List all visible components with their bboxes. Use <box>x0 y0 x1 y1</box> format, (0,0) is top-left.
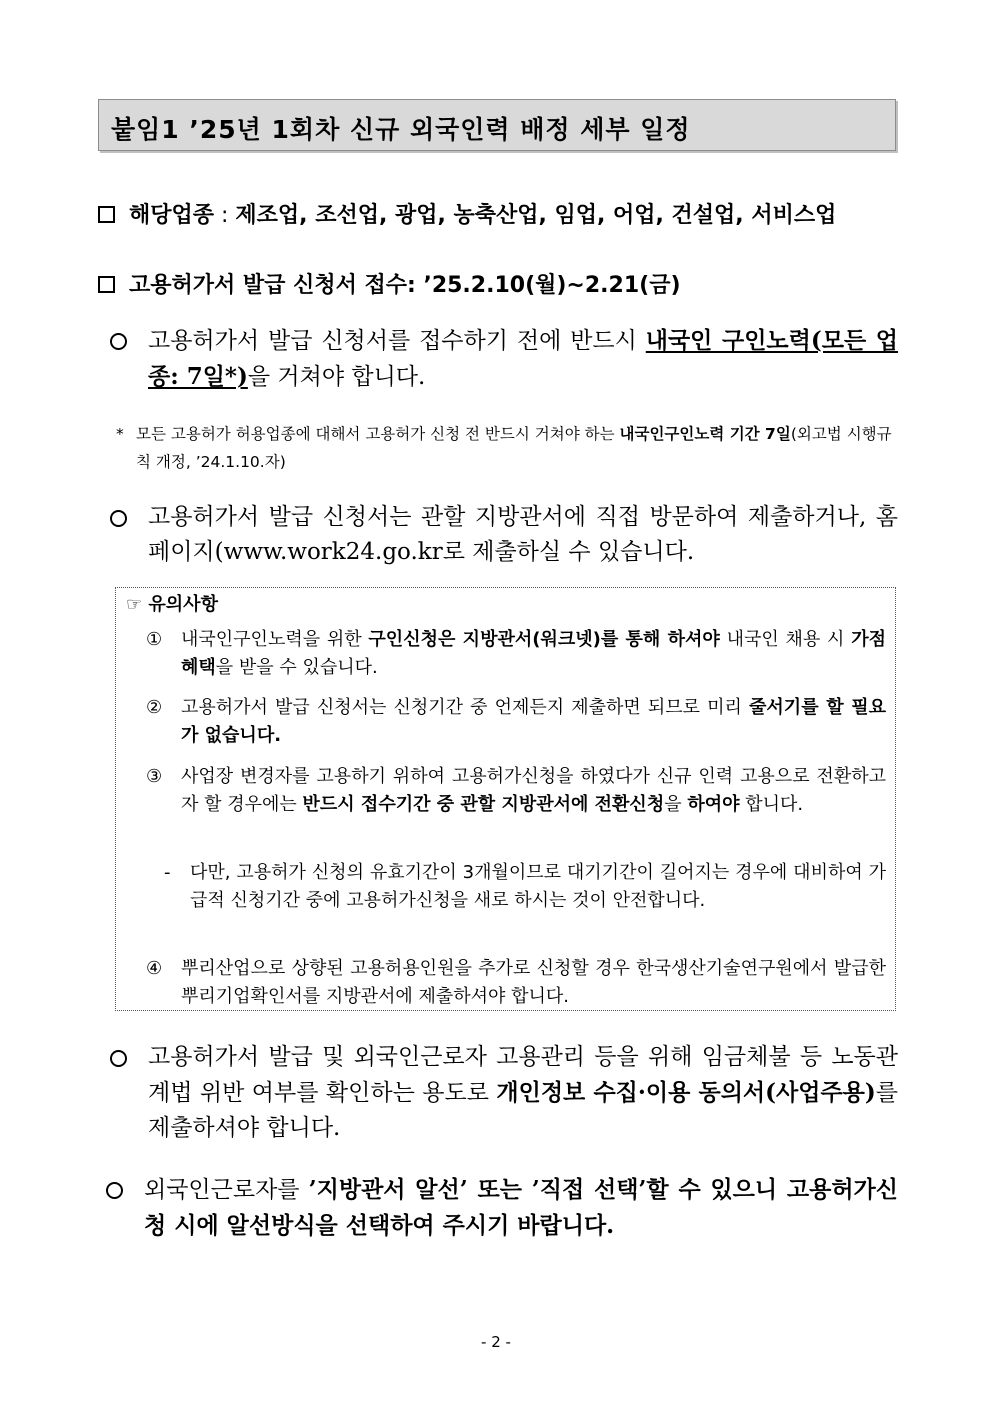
bullet-recruitment-effort <box>110 323 898 395</box>
caution-item-number: ④ <box>146 958 163 979</box>
bullet4-emphasis: ’지방관서 알선’ 또는 ’직접 선택’할 수 있으니 고용허가신청 시에 알선방식을 선택하여 주시기 바랍니다. <box>144 1176 898 1239</box>
caution-item3-text: 사업장 변경자를 고용하기 위하여 고용허가신청을 하였다가 신규 인력 고용으로 전환하고자 할 경우에는 <box>181 766 886 815</box>
bullet1-emphasis: 내국인 구인노력(모든 업종: 7일*) <box>148 327 898 390</box>
bullet-placement-method <box>106 1172 898 1244</box>
caution-item1-bold2: 가점혜택 <box>181 629 886 678</box>
dash-marker: - <box>164 862 171 883</box>
application-period-heading <box>98 268 681 299</box>
bullet3-prefix: 고용허가서 발급 및 외국인근로자 고용관리 등을 위해 임금체불 등 노동관계법 위반 여부를 확인하는 용도로 <box>148 1044 898 1106</box>
application-period: 고용허가서 발급 신청서 접수: ’25.2.10(월)~2.21(금) <box>129 273 681 298</box>
caution-header: ☞ 유의사항 <box>126 594 218 615</box>
page-title: 붙임1 ’25년 1회차 신규 외국인력 배정 세부 일정 <box>111 115 691 144</box>
footnote-recruitment-period <box>116 420 898 476</box>
checkbox-square-icon <box>98 206 115 223</box>
circle-bullet-icon <box>110 333 127 350</box>
page-number: - 2 - <box>481 1333 511 1351</box>
caution-subitem-text: 다만, 고용허가 신청의 유효기간이 3개월이므로 대기기간이 길어지는 경우에 대비하여 가급적 신청기간 중에 고용허가신청을 새로 하시는 것이 안전합니다. <box>190 862 886 911</box>
caution-item1-text: 내국인구인노력을 위한 <box>181 629 369 650</box>
caution-item-number: ③ <box>146 766 163 787</box>
footnote-star: * <box>116 425 124 443</box>
bullet1-prefix: 고용허가서 발급 신청서를 접수하기 전에 반드시 <box>148 328 646 354</box>
caution-subitem <box>164 859 886 915</box>
caution-box <box>115 587 896 1011</box>
bullet1-suffix: 을 거쳐야 합니다. <box>247 364 426 390</box>
circle-bullet-icon <box>110 510 127 527</box>
industry-label: 해당업종 <box>129 203 215 228</box>
title-box <box>98 99 896 151</box>
caution-item2-text: 고용허가서 발급 신청서는 신청기간 중 언제든지 제출하면 되므로 미리 <box>181 697 750 718</box>
bullet-privacy-consent <box>110 1040 898 1146</box>
caution-item3-bold: 반드시 접수기간 중 관할 지방관서에 전환신청 <box>302 794 665 815</box>
caution-item <box>146 694 886 750</box>
caution-item1-text3: 을 받을 수 있습니다. <box>215 657 378 678</box>
caution-item-number: ② <box>146 697 163 718</box>
bullet3-suffix: 를 제출하셔야 합니다. <box>148 1080 898 1141</box>
caution-item3-text2: 을 <box>664 794 688 815</box>
circle-bullet-icon <box>106 1182 123 1199</box>
bullet4-prefix: 외국인근로자를 <box>144 1177 309 1203</box>
note-emphasis: 내국인구인노력 기간 7일 <box>619 425 791 443</box>
checkbox-square-icon <box>98 276 115 293</box>
caution-item2-bold: 줄서기를 할 필요가 없습니다. <box>181 697 887 746</box>
circle-bullet-icon <box>110 1050 127 1067</box>
industry-heading <box>98 198 836 229</box>
industry-separator: : <box>214 203 236 228</box>
caution-item1-bold: 구인신청은 지방관서(워크넷)를 통해 하셔야 <box>368 629 720 650</box>
caution-item3-text3: 합니다. <box>739 794 804 815</box>
caution-item3-bold2: 하여야 <box>687 794 740 815</box>
note-prefix: 모든 고용허가 허용업종에 대해서 고용허가 신청 전 반드시 거쳐야 하는 <box>136 425 620 443</box>
bullet-submission-method <box>110 500 898 570</box>
note-suffix: (외고법 시행규칙 개정, ’24.1.10.자) <box>136 425 892 471</box>
bullet3-emphasis: 개인정보 수집·이용 동의서(사업주용) <box>496 1079 876 1106</box>
caution-item1-text2: 내국인 채용 시 <box>719 629 852 650</box>
caution-item <box>146 763 886 819</box>
caution-item4-text: 뿌리산업으로 상향된 고용허용인원을 추가로 신청할 경우 한국생산기술연구원에서 발급한 뿌리기업확인서를 지방관서에 제출하셔야 합니다. <box>181 958 886 1007</box>
caution-item-number: ① <box>146 629 163 650</box>
industry-value: 제조업, 조선업, 광업, 농축산업, 임업, 어업, 건설업, 서비스업 <box>235 203 837 228</box>
caution-item <box>146 626 886 682</box>
bullet2-text: 고용허가서 발급 신청서는 관할 지방관서에 직접 방문하여 제출하거나, 홈페이지(www.work24.go.kr로 제출하실 수 있습니다. <box>148 504 898 565</box>
caution-item <box>146 955 886 1011</box>
